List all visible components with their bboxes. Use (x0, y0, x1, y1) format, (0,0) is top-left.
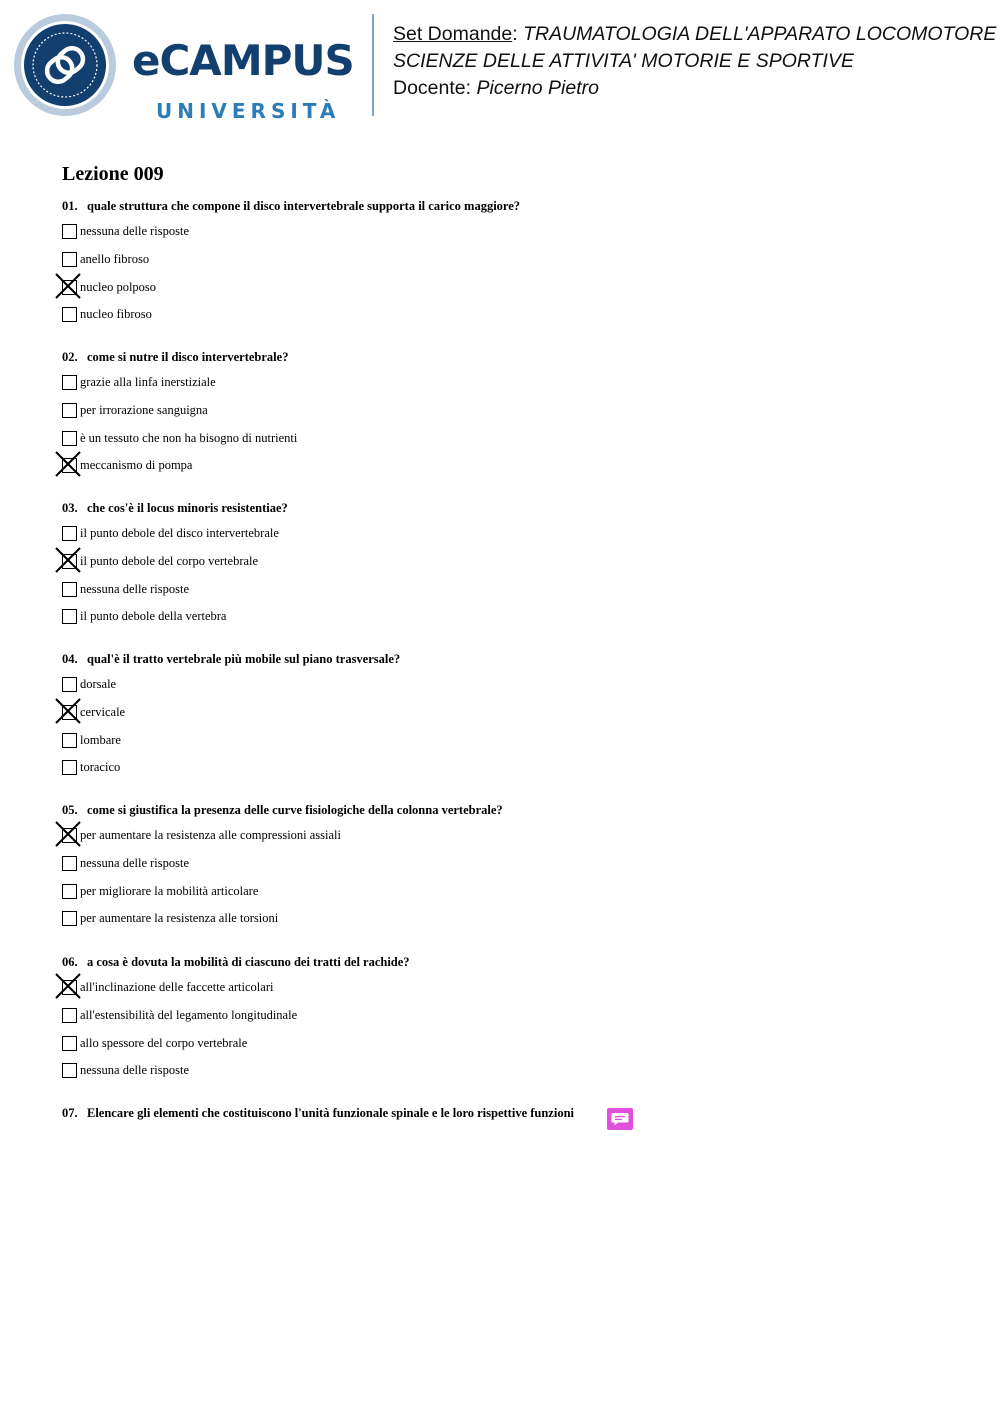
question-text (62, 500, 288, 516)
question-label: Elencare gli elementi che costituiscono l'unità funzionale spinale e le loro rispettive funzioni (87, 1106, 575, 1120)
logo-sub-text: UNIVERSITÀ (156, 99, 341, 123)
header-info (393, 21, 996, 102)
teacher-name: Picerno Pietro (476, 77, 599, 99)
checkbox-unchecked[interactable] (62, 431, 77, 446)
question-text (62, 651, 400, 667)
question-text (62, 954, 410, 970)
question-text (62, 802, 503, 818)
header-divider (372, 14, 374, 116)
checkbox-unchecked[interactable] (62, 224, 77, 239)
answer-option-label: allo spessore del corpo vertebrale (80, 1036, 248, 1050)
logo-wordmark (132, 36, 356, 123)
checkbox-unchecked[interactable] (62, 1008, 77, 1023)
cross-mark-icon (54, 272, 82, 300)
checkbox-unchecked[interactable] (62, 733, 77, 748)
checkbox-unchecked[interactable] (62, 403, 77, 418)
question-label: come si giustifica la presenza delle curve fisiologiche della colonna vertebrale? (87, 803, 503, 817)
checkbox-unchecked[interactable] (62, 760, 77, 775)
answer-option-label: anello fibroso (80, 252, 150, 266)
checkbox-unchecked[interactable] (62, 677, 77, 692)
checkbox-unchecked[interactable] (62, 1063, 77, 1078)
course-title: TRAUMATOLOGIA DELL'APPARATO LOCOMOTORE (523, 23, 997, 45)
answer-option-label: grazie alla linfa inerstiziale (80, 375, 216, 389)
cross-mark-icon (54, 820, 82, 848)
answer-option-label: per migliorare la mobilità articolare (80, 884, 259, 898)
cross-mark-icon (54, 697, 82, 725)
answer-option-label: all'estensibilità del legamento longitudinale (80, 1008, 298, 1022)
set-label: Set Domande (393, 23, 513, 45)
answer-option-label: nessuna delle risposte (80, 224, 190, 238)
answer-option-label: per aumentare la resistenza alle torsioni (80, 911, 279, 925)
checkbox-unchecked[interactable] (62, 526, 77, 541)
answer-option-label: cervicale (80, 705, 126, 719)
answer-option-label: toracico (80, 760, 121, 774)
question-label: a cosa è dovuta la mobilità di ciascuno dei tratti del rachide? (87, 955, 410, 969)
question-number: 07. (62, 1106, 78, 1120)
answer-option-label: è un tessuto che non ha bisogno di nutrienti (80, 431, 298, 445)
checkbox-unchecked[interactable] (62, 252, 77, 267)
question-number: 03. (62, 501, 78, 515)
answer-option-label: il punto debole della vertebra (80, 609, 227, 623)
question-number: 01. (62, 199, 78, 213)
university-logo (14, 14, 356, 123)
set-line (393, 21, 996, 48)
comment-icon[interactable] (607, 1108, 633, 1130)
checkbox-unchecked[interactable] (62, 307, 77, 322)
cross-mark-icon (54, 546, 82, 574)
checkbox-unchecked[interactable] (62, 884, 77, 899)
question-text (62, 198, 520, 214)
checkbox-unchecked[interactable] (62, 375, 77, 390)
question-label: quale struttura che compone il disco intervertebrale supporta il carico maggiore? (87, 199, 521, 213)
question-number: 05. (62, 803, 78, 817)
answer-option-label: meccanismo di pompa (80, 458, 193, 472)
answer-option-label: nessuna delle risposte (80, 582, 190, 596)
answer-option-label: nessuna delle risposte (80, 1063, 190, 1077)
checkbox-unchecked[interactable] (62, 911, 77, 926)
answer-option-label: all'inclinazione delle faccette articolari (80, 980, 274, 994)
set-separator: : (512, 23, 518, 45)
answer-option-label: per aumentare la resistenza alle compressioni assiali (80, 828, 342, 842)
cross-mark-icon (54, 450, 82, 478)
answer-option-label: nucleo polposo (80, 280, 157, 294)
checkbox-unchecked[interactable] (62, 856, 77, 871)
question-number: 02. (62, 350, 78, 364)
answer-option-label: lombare (80, 733, 121, 747)
question-number: 06. (62, 955, 78, 969)
question-text (62, 349, 288, 365)
lesson-title: Lezione 009 (62, 163, 164, 185)
checkbox-unchecked[interactable] (62, 582, 77, 597)
answer-option-label: il punto debole del corpo vertebrale (80, 554, 259, 568)
answer-option-label: dorsale (80, 677, 117, 691)
logo-seal-icon (14, 14, 116, 116)
answer-option-label: nucleo fibroso (80, 307, 152, 321)
question-number: 04. (62, 652, 78, 666)
question-label: come si nutre il disco intervertebrale? (87, 350, 289, 364)
question-text (62, 1105, 574, 1121)
teacher-line (393, 75, 996, 102)
degree-title: SCIENZE DELLE ATTIVITA' MOTORIE E SPORTIVE (393, 50, 854, 72)
answer-option-label: per irrorazione sanguigna (80, 403, 208, 417)
logo-brand-text: eCAMPUS (132, 36, 354, 85)
checkbox-unchecked[interactable] (62, 1036, 77, 1051)
checkbox-unchecked[interactable] (62, 609, 77, 624)
cross-mark-icon (54, 972, 82, 1000)
question-label: che cos'è il locus minoris resistentiae? (87, 501, 288, 515)
teacher-label: Docente: (393, 77, 472, 99)
answer-option-label: il punto debole del disco intervertebrale (80, 526, 279, 540)
question-label: qual'è il tratto vertebrale più mobile sul piano trasversale? (87, 652, 401, 666)
answer-option-label: nessuna delle risposte (80, 856, 190, 870)
